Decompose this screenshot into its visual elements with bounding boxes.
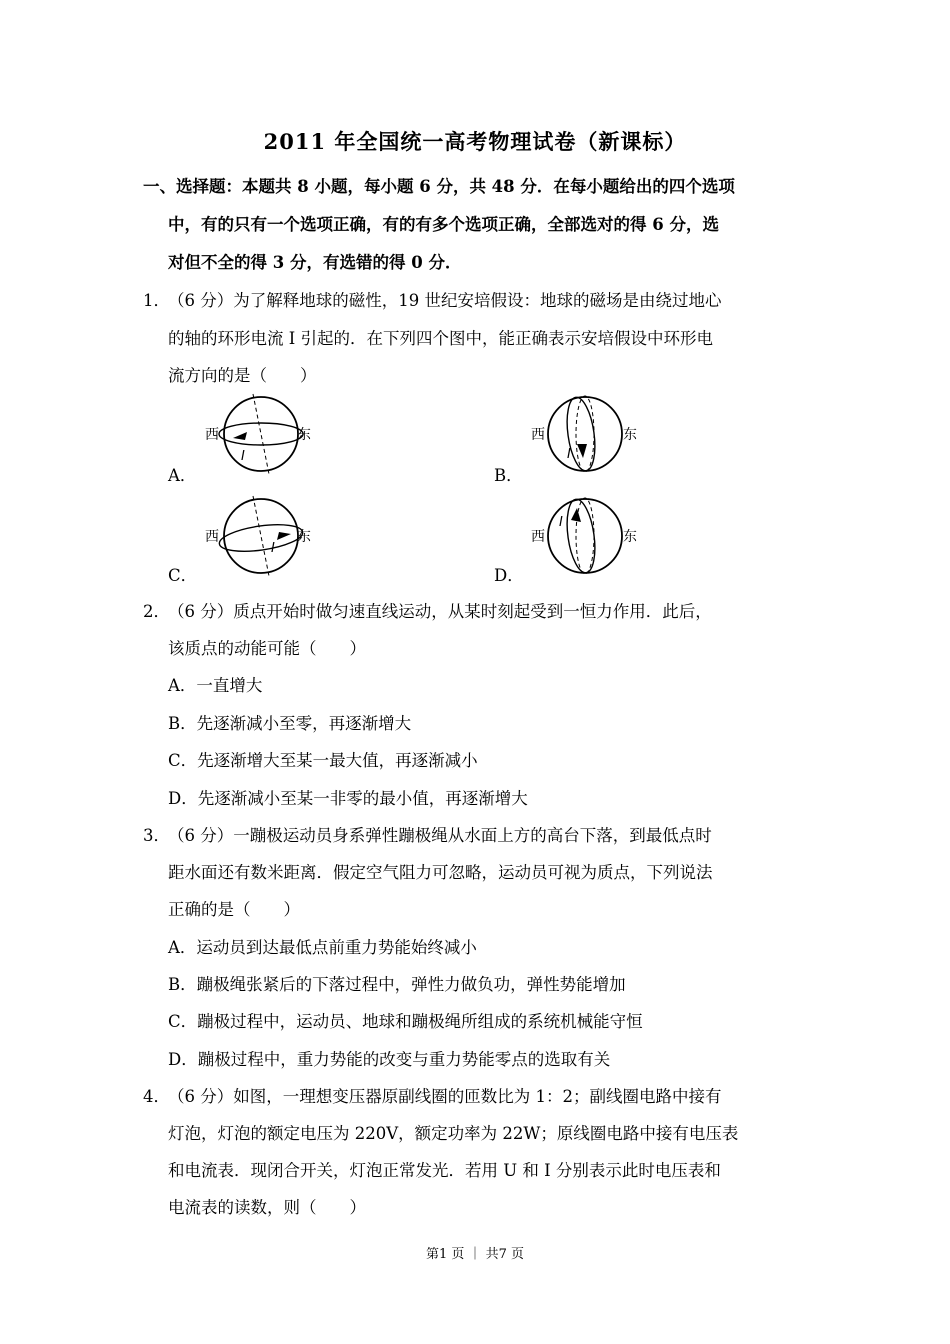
current-arrow-icon [577,444,587,458]
q2-stem-line-1: （6 分）质点开始时做匀速直线运动，从某时刻起受到一恒力作用．此后， [168,602,712,621]
q2-option-c: C．先逐渐增大至某一最大值，再逐渐减小 [168,751,478,770]
current-loop [563,498,599,575]
q1-option-a-label: A． [168,466,197,485]
current-arrow-icon [277,532,291,540]
q3-option-b: B．蹦极绳张紧后的下落过程中，弹性力做负功，弹性势能增加 [168,975,626,994]
globe-outline [548,499,622,573]
west-label: 西 [531,427,545,443]
q3-option-d: D．蹦极过程中，重力势能的改变与重力势能零点的选取有关 [168,1050,611,1069]
q1-figure-d [525,494,665,579]
q2-option-b: B．先逐渐减小至零，再逐渐增大 [168,714,412,733]
q1-figure-b [525,392,665,477]
q1-figure-c [195,494,335,579]
q4-number: 4． [143,1087,170,1106]
q1-stem-line-1: （6 分）为了解释地球的磁性，19 世纪安培假设：地球的磁场是由绕过地心 [168,291,722,310]
q1-option-c-label: C． [168,566,198,585]
page-footer: 第1 页 ｜ 共7 页 [425,1247,525,1262]
section-heading-line-1: 一、选择题：本题共 8 小题，每小题 6 分，共 48 分．在每小题给出的四个选项 [143,177,735,196]
q2-option-a: A．一直增大 [168,676,263,695]
q4-stem-line-3: 和电流表．现闭合开关，灯泡正常发光．若用 U 和 I 分别表示此时电压表和 [168,1161,721,1180]
west-label: 西 [205,427,219,443]
q3-option-a: A．运动员到达最低点前重力势能始终减小 [168,938,477,957]
east-label: 东 [297,529,311,545]
east-label: 东 [623,427,637,443]
earth-axis-ring [576,396,594,472]
current-label: I [559,515,563,530]
q3-stem-line-1: （6 分）一蹦极运动员身系弹性蹦极绳从水面上方的高台下落，到最低点时 [168,826,712,845]
q3-stem-line-2: 距水面还有数米距离．假定空气阻力可忽略，运动员可视为质点，下列说法 [168,863,713,882]
q4-stem-line-1: （6 分）如图，一理想变压器原副线圈的匝数比为 1：2；副线圈电路中接有 [168,1087,722,1106]
current-arrow-icon [233,432,247,440]
earth-axis [253,394,269,474]
q4-stem-line-2: 灯泡，灯泡的额定电压为 220V，额定功率为 22W；原线圈电路中接有电压表 [168,1124,739,1143]
q2-option-d: D．先逐渐减小至某一非零的最小值，再逐渐增大 [168,789,528,808]
q1-stem-line-3: 流方向的是（ ） [168,366,317,385]
east-label: 东 [623,529,637,545]
q1-option-b-label: B． [494,466,523,485]
east-label: 东 [297,427,311,443]
earth-axis-ring [576,498,594,574]
q1-figure-a [195,392,335,477]
globe-outline [548,397,622,471]
q1-number: 1． [143,291,170,310]
q4-stem-line-4: 电流表的读数，则（ ） [168,1198,366,1217]
q2-stem-line-2: 该质点的动能可能（ ） [168,639,366,658]
page-title: 2011 年全国统一高考物理试卷（新课标） [263,129,687,154]
q1-stem-line-2: 的轴的环形电流 I 引起的．在下列四个图中，能正确表示安培假设中环形电 [168,329,714,348]
current-arrow-icon [571,508,581,522]
globe-outline [224,499,298,573]
current-label: I [567,447,571,462]
current-label: I [241,449,245,464]
current-loop [219,423,303,445]
q3-number: 3． [143,826,170,845]
globe-outline [224,397,298,471]
earth-axis [253,496,269,576]
section-heading-line-2: 中，有的只有一个选项正确，有的有多个选项正确，全部选对的得 6 分，选 [168,215,719,234]
q1-option-d-label: D． [494,566,524,585]
q3-option-c: C．蹦极过程中，运动员、地球和蹦极绳所组成的系统机械能守恒 [168,1012,643,1031]
west-label: 西 [205,529,219,545]
current-label: I [271,541,275,556]
q2-number: 2． [143,602,170,621]
section-heading-line-3: 对但不全的得 3 分，有选错的得 0 分． [168,253,462,272]
west-label: 西 [531,529,545,545]
q3-stem-line-3: 正确的是（ ） [168,900,300,919]
